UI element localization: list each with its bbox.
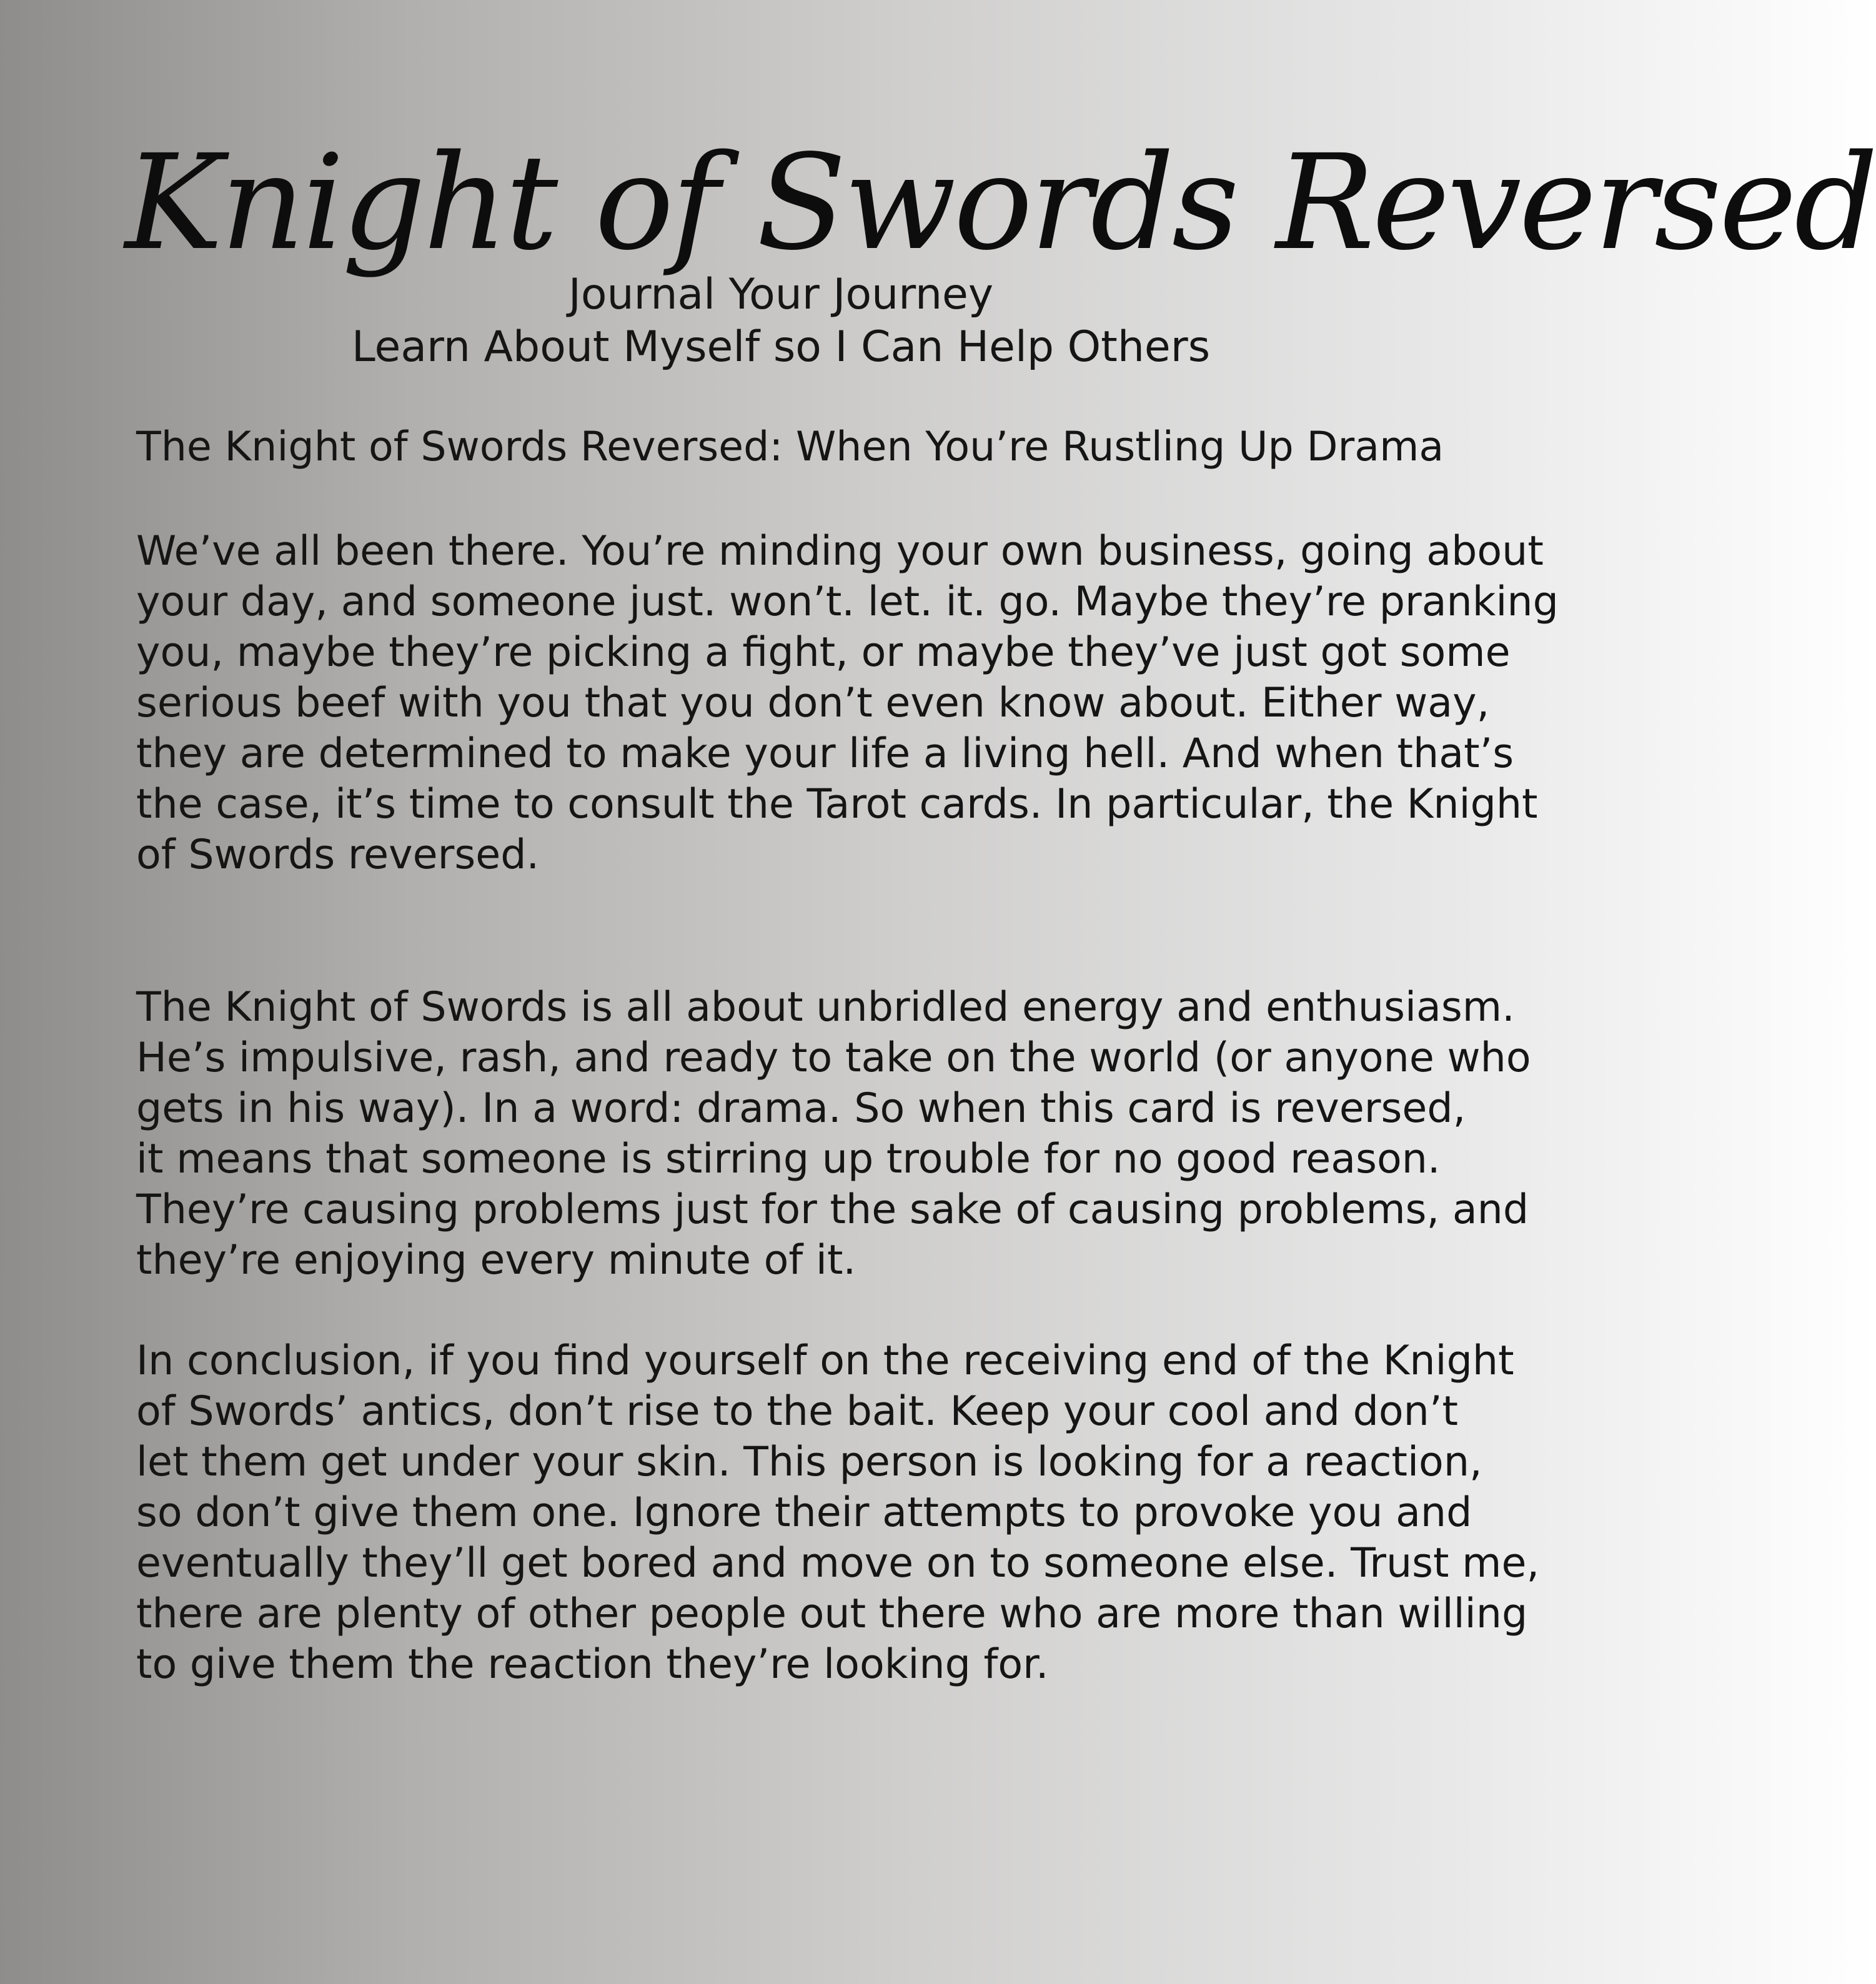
paragraph-line: He’s impulsive, rash, and ready to take on the world (or anyone who xyxy=(136,1034,1531,1081)
paragraph-line: they’re enjoying every minute of it. xyxy=(136,1237,856,1284)
paragraph-line: We’ve all been there. You’re minding your own business, going about xyxy=(136,528,1544,575)
paragraph-line: there are plenty of other people out there who are more than willing xyxy=(136,1590,1528,1637)
paragraph-line: to give them the reaction they’re looking for. xyxy=(136,1641,1049,1688)
subtitle-journal: Journal Your Journey xyxy=(568,270,994,319)
paragraph-line: so don’t give them one. Ignore their attempts to provoke you and xyxy=(136,1489,1472,1536)
paragraph-line: they are determined to make your life a living hell. And when that’s xyxy=(136,730,1514,777)
paragraph-line: They’re causing problems just for the sake of causing problems, and xyxy=(136,1186,1529,1233)
paragraph-line: of Swords reversed. xyxy=(136,831,540,878)
paragraph-line: you, maybe they’re picking a fight, or maybe they’ve just got some xyxy=(136,629,1511,676)
paragraph-line: it means that someone is stirring up trouble for no good reason. xyxy=(136,1136,1441,1183)
paragraph-line: gets in his way). In a word: drama. So when this card is reversed, xyxy=(136,1085,1466,1132)
paragraph-meaning xyxy=(136,982,1531,1286)
paragraph-line: In conclusion, if you find yourself on the receiving end of the Knight xyxy=(136,1337,1514,1384)
article-heading: The Knight of Swords Reversed: When You’re Rustling Up Drama xyxy=(136,424,1444,470)
paragraph-line: The Knight of Swords is all about unbridled energy and enthusiasm. xyxy=(136,984,1515,1031)
paragraph-line: of Swords’ antics, don’t rise to the bait. Keep your cool and don’t xyxy=(136,1388,1458,1435)
paragraph-conclusion xyxy=(136,1336,1540,1690)
paragraph-line: your day, and someone just. won’t. let. it. go. Maybe they’re pranking xyxy=(136,578,1559,625)
paragraph-line: eventually they’ll get bored and move on to someone else. Trust me, xyxy=(136,1540,1540,1587)
paragraph-line: serious beef with you that you don’t even know about. Either way, xyxy=(136,680,1490,727)
page-title: Knight of Swords Reversed xyxy=(125,126,1876,279)
paragraph-intro xyxy=(136,526,1559,880)
paragraph-line: the case, it’s time to consult the Tarot cards. In particular, the Knight xyxy=(136,781,1538,828)
subtitle-tagline: Learn About Myself so I Can Help Others xyxy=(351,322,1211,372)
paragraph-line: let them get under your skin. This person is looking for a reaction, xyxy=(136,1439,1482,1486)
